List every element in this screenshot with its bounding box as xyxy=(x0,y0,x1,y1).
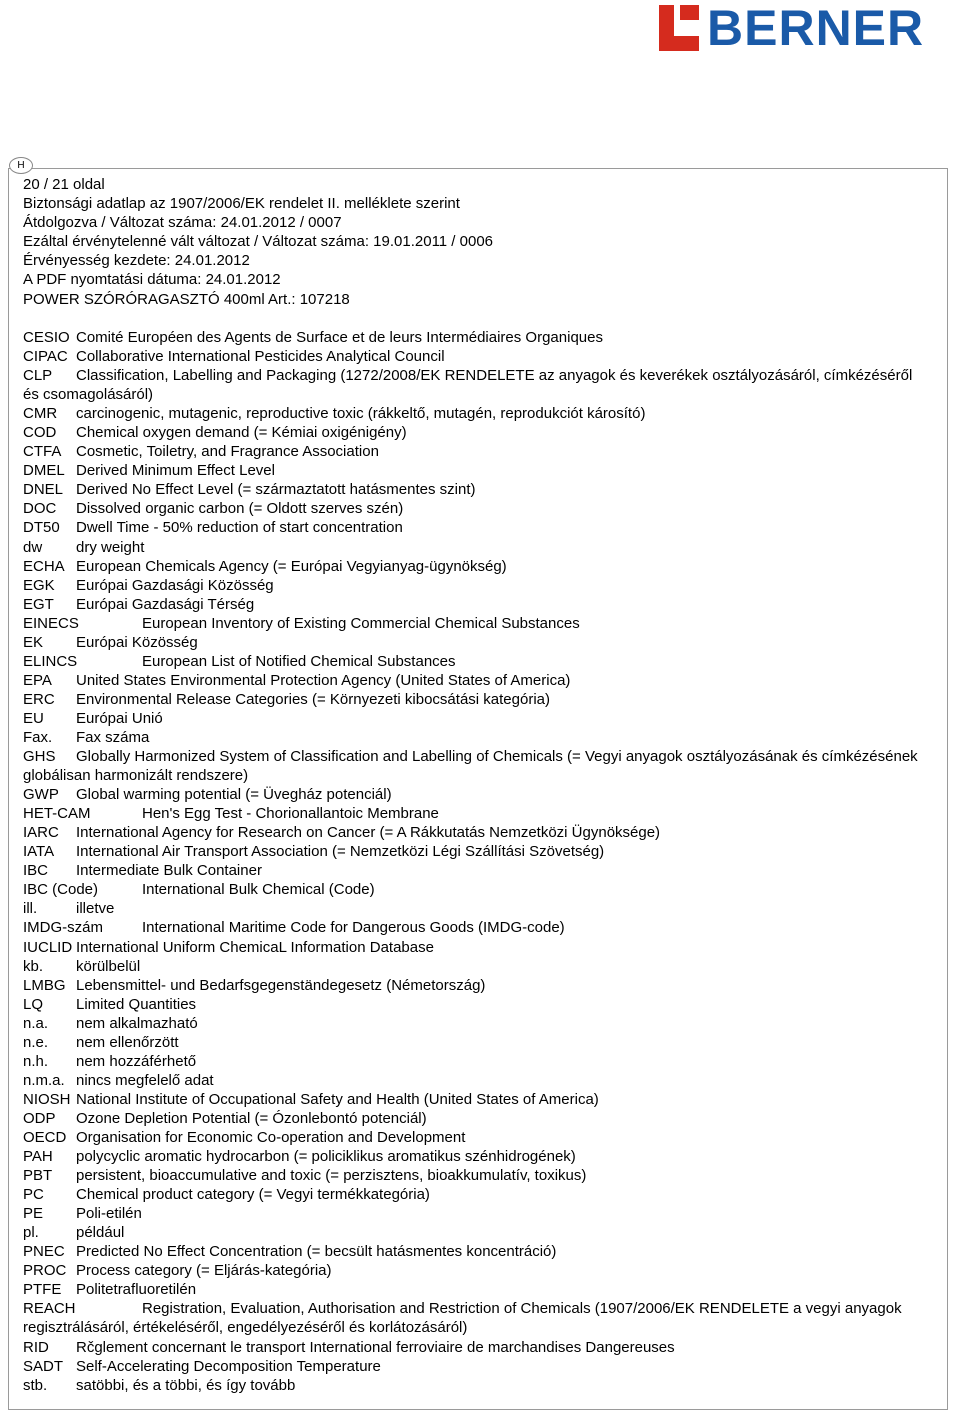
abbreviation-row xyxy=(23,633,923,652)
abbreviation-term: LMBG xyxy=(23,976,66,994)
abbreviation-definition: Európai Közösség xyxy=(76,633,198,651)
abbreviation-definition: Európai Gazdasági Térség xyxy=(76,595,255,613)
abbreviation-row xyxy=(23,690,923,709)
abbreviation-definition: Collaborative International Pesticides Analytical Council xyxy=(76,348,445,366)
abbreviation-definition: Chemical product category (= Vegyi termékkategória) xyxy=(76,1186,430,1204)
abbreviation-definition: illetve xyxy=(76,900,115,918)
abbreviation-term: n.h. xyxy=(23,1052,49,1070)
abbreviation-definition: nem ellenőrzött xyxy=(76,1033,179,1051)
abbreviation-term: PE xyxy=(23,1205,44,1223)
abbreviation-term: RID xyxy=(23,1338,49,1356)
abbreviation-definition: Registration, Evaluation, Authorisation and Restriction of Chemicals (1907/2006/EK RENDELETE a vegyi anyagok regisztrálásáról, értékeléséről, engedélyezéséről és korlátozásáról) xyxy=(23,1300,902,1337)
page-number: 20 / 21 oldal xyxy=(23,176,105,193)
abbreviation-row xyxy=(23,1261,923,1280)
abbreviation-definition: Self-Accelerating Decomposition Temperature xyxy=(76,1357,381,1375)
abbreviation-term: dw xyxy=(23,538,43,556)
abbreviation-term: Fax. xyxy=(23,729,53,746)
abbreviation-row xyxy=(23,652,923,671)
abbreviation-term: PC xyxy=(23,1186,44,1204)
abbreviation-term: NIOSH xyxy=(23,1090,71,1108)
abbreviation-row xyxy=(23,976,923,995)
abbreviation-row xyxy=(23,480,923,499)
abbreviation-definition: nem hozzáférhető xyxy=(76,1052,197,1070)
abbreviation-term: n.a. xyxy=(23,1014,49,1032)
abbreviation-row xyxy=(23,442,923,461)
abbreviation-definition: nem alkalmazható xyxy=(76,1014,198,1032)
abbreviation-term: kb. xyxy=(23,957,44,975)
abbreviation-definition: European Inventory of Existing Commercial Chemical Substances xyxy=(142,614,580,632)
abbreviation-definition: Fax száma xyxy=(76,729,150,746)
berner-logo-text: BERNER xyxy=(707,0,925,56)
abbreviation-definition: Európai Unió xyxy=(76,709,163,727)
abbreviation-definition: Ozone Depletion Potential (= Ózonlebontó potenciál) xyxy=(76,1109,427,1127)
abbreviation-definition: Global warming potential (= Üvegház potenciál) xyxy=(76,786,392,804)
abbreviation-row xyxy=(23,1185,923,1204)
abbreviation-row xyxy=(23,1033,923,1052)
abbreviation-row xyxy=(23,576,923,595)
abbreviation-definition: Dissolved organic carbon (= Oldott szerves szén) xyxy=(76,500,404,518)
pdf-print-date: A PDF nyomtatási dátuma: 24.01.2012 xyxy=(23,271,281,289)
abbreviation-term: ODP xyxy=(23,1109,56,1127)
abbreviation-definition: Derived No Effect Level (= származtatott hatásmentes szint) xyxy=(76,481,476,499)
abbreviation-term: GHS xyxy=(23,748,56,766)
abbreviation-row xyxy=(23,1223,923,1242)
abbreviation-term: CLP xyxy=(23,367,53,385)
abbreviation-row xyxy=(23,938,923,957)
abbreviation-definition: International Air Transport Association (= Nemzetközi Légi Szállítási Szövetség) xyxy=(76,843,605,861)
abbreviation-term: HET-CAM xyxy=(23,805,91,823)
abbreviation-row xyxy=(23,347,923,366)
abbreviation-row xyxy=(23,785,923,804)
abbreviation-term: ELINCS xyxy=(23,652,78,670)
abbreviation-term: n.m.a. xyxy=(23,1071,65,1089)
abbreviation-row xyxy=(23,1204,923,1223)
abbreviation-row xyxy=(23,747,923,785)
abbreviation-row xyxy=(23,1147,923,1166)
abbreviation-row xyxy=(23,1166,923,1185)
abbreviation-definition: European List of Notified Chemical Substances xyxy=(142,652,456,670)
abbreviation-term: PROC xyxy=(23,1262,67,1280)
abbreviation-definition: National Institute of Occupational Safety and Health (United States of America) xyxy=(76,1090,599,1108)
abbreviation-definition: például xyxy=(76,1224,125,1242)
superseded-version: Ezáltal érvénytelenné vált változat / Változat száma: 19.01.2011 / 0006 xyxy=(23,233,494,251)
abbreviation-term: LQ xyxy=(23,995,44,1013)
abbreviation-definition: Environmental Release Categories (= Környezeti kibocsátási kategória) xyxy=(76,690,550,708)
abbreviation-definition: körülbelül xyxy=(76,957,141,975)
abbreviation-definition: persistent, bioaccumulative and toxic (= perzisztens, bioakkumulatív, toxikus) xyxy=(76,1167,587,1185)
abbreviation-row xyxy=(23,1014,923,1033)
abbreviation-term: EINECS xyxy=(23,614,79,632)
abbreviation-term: ECHA xyxy=(23,557,65,575)
abbreviation-row xyxy=(23,1071,923,1090)
abbreviation-row xyxy=(23,728,923,747)
abbreviation-term: IBC xyxy=(23,862,49,880)
abbreviation-definition: International Agency for Research on Cancer (= A Rákkutatás Nemzetközi Ügynöksége) xyxy=(76,824,661,842)
abbreviation-term: OECD xyxy=(23,1129,67,1146)
abbreviation-definition: United States Environmental Protection Agency (United States of America) xyxy=(76,671,571,689)
abbreviation-term: EGK xyxy=(23,576,55,594)
abbreviation-term: IATA xyxy=(23,843,55,861)
abbreviation-row xyxy=(23,861,923,880)
abbreviation-row xyxy=(23,880,923,899)
abbreviation-definition: Comité Européen des Agents de Surface et de leurs Intermédiaires Organiques xyxy=(76,329,603,346)
abbreviation-row xyxy=(23,423,923,442)
abbreviation-term: CIPAC xyxy=(23,348,68,366)
abbreviation-row xyxy=(23,1052,923,1071)
abbreviation-definition: dry weight xyxy=(76,538,145,556)
abbreviation-term: CESIO xyxy=(23,329,70,346)
abbreviation-row xyxy=(23,538,923,557)
abbreviation-definition: Classification, Labelling and Packaging (1272/2008/EK RENDELETE az anyagok és keverékek osztályozásáról, címkézéséről és csomagolásáról) xyxy=(23,367,913,404)
abbreviation-term: GWP xyxy=(23,786,59,804)
abbreviation-row xyxy=(23,1090,923,1109)
abbreviation-definition: Cosmetic, Toiletry, and Fragrance Association xyxy=(76,443,379,461)
abbreviation-term: PTFE xyxy=(23,1281,62,1299)
abbreviation-term: DNEL xyxy=(23,481,64,499)
abbreviation-term: ill. xyxy=(23,900,38,918)
abbreviation-term: ERC xyxy=(23,690,55,708)
abbreviation-term: IMDG-szám xyxy=(23,919,103,937)
abbreviation-row xyxy=(23,823,923,842)
abbreviation-row xyxy=(23,366,923,404)
valid-from: Érvényesség kezdete: 24.01.2012 xyxy=(23,252,250,270)
abbreviation-row xyxy=(23,614,923,633)
abbreviation-definition: International Uniform ChemicaL Information Database xyxy=(76,938,434,956)
abbreviation-term: PBT xyxy=(23,1167,53,1185)
abbreviation-row xyxy=(23,842,923,861)
abbreviation-term: EU xyxy=(23,709,44,727)
product-name: POWER SZÓRÓRAGASZTÓ 400ml Art.: 107218 xyxy=(23,290,350,308)
abbreviation-definition: Dwell Time - 50% reduction of start concentration xyxy=(76,519,403,537)
abbreviation-definition: Predicted No Effect Concentration (= becsült hatásmentes koncentráció) xyxy=(76,1243,557,1261)
abbreviation-definition: Lebensmittel- und Bedarfsgegenständegesetz (Németország) xyxy=(76,976,486,994)
berner-logo-mark xyxy=(659,5,699,51)
abbreviation-row xyxy=(23,1280,923,1299)
abbreviation-term: DT50 xyxy=(23,519,60,537)
abbreviation-row xyxy=(23,1242,923,1261)
revision: Átdolgozva / Változat száma: 24.01.2012 / 0007 xyxy=(23,214,342,232)
abbreviation-term: pl. xyxy=(23,1224,39,1242)
abbreviation-term: PNEC xyxy=(23,1243,65,1261)
abbreviation-definition: Derived Minimum Effect Level xyxy=(76,462,275,480)
abbreviation-term: SADT xyxy=(23,1357,64,1375)
abbreviation-row xyxy=(23,918,923,937)
abbreviation-definition: International Bulk Chemical (Code) xyxy=(142,881,375,899)
abbreviation-term: IUCLID xyxy=(23,938,73,956)
abbreviation-definition: nincs megfelelő adat xyxy=(76,1071,214,1089)
abbreviation-definition: Organisation for Economic Co-operation and Development xyxy=(76,1129,466,1146)
abbreviation-row xyxy=(23,1338,923,1357)
abbreviation-definition: polycyclic aromatic hydrocarbon (= policiklikus aromatikus szénhidrogének) xyxy=(76,1148,576,1166)
abbreviation-row xyxy=(23,709,923,728)
abbreviation-definition: European Chemicals Agency (= Európai Vegyianyag-ügynökség) xyxy=(76,557,507,575)
abbreviation-definition: Hen's Egg Test - Chorionallantoic Membrane xyxy=(142,805,439,823)
abbreviation-row xyxy=(23,499,923,518)
abbreviation-definition: Intermediate Bulk Container xyxy=(76,862,262,880)
abbreviation-row xyxy=(23,671,923,690)
abbreviation-definition: Process category (= Eljárás-kategória) xyxy=(76,1262,332,1280)
berner-logo xyxy=(659,0,925,56)
abbreviation-row xyxy=(23,957,923,976)
abbreviation-term: EGT xyxy=(23,595,54,613)
abbreviation-definition: Chemical oxygen demand (= Kémiai oxigénigény) xyxy=(76,424,407,442)
abbreviation-term: PAH xyxy=(23,1148,53,1166)
abbreviation-row xyxy=(23,595,923,614)
abbreviation-definition: International Maritime Code for Dangerous Goods (IMDG-code) xyxy=(142,919,565,937)
abbreviation-term: EK xyxy=(23,633,44,651)
abbreviation-row xyxy=(23,557,923,576)
abbreviation-row xyxy=(23,461,923,480)
abbreviation-row xyxy=(23,518,923,537)
abbreviation-row xyxy=(23,1128,923,1147)
abbreviation-definition: Poli-etilén xyxy=(76,1205,142,1223)
abbreviation-row xyxy=(23,1109,923,1128)
abbreviation-row xyxy=(23,1299,923,1337)
abbreviation-row xyxy=(23,995,923,1014)
abbreviation-term: EPA xyxy=(23,671,52,689)
abbreviation-term: CTFA xyxy=(23,443,62,461)
abbreviation-row xyxy=(23,1357,923,1376)
abbreviation-term: stb. xyxy=(23,1376,48,1394)
abbreviation-row xyxy=(23,899,923,918)
abbreviation-row xyxy=(23,404,923,423)
abbreviation-definition: Politetrafluoretilén xyxy=(76,1281,197,1299)
sds-regulation: Biztonsági adatlap az 1907/2006/EK rendelet II. melléklete szerint xyxy=(23,195,460,213)
abbreviation-definition: Limited Quantities xyxy=(76,995,197,1013)
abbreviation-definition: carcinogenic, mutagenic, reproductive toxic (rákkeltő, mutagén, reprodukciót károsító) xyxy=(76,405,646,423)
abbreviation-definition: Rčglement concernant le transport International ferroviaire de marchandises Dangereuses xyxy=(76,1338,675,1356)
abbreviation-list xyxy=(23,328,923,1395)
abbreviation-term: DMEL xyxy=(23,462,65,480)
document-header xyxy=(23,175,493,309)
abbreviation-definition: Globally Harmonized System of Classification and Labelling of Chemicals (= Vegyi anyagok osztályozásának és címkézésének globálisan harmonizált rendszere) xyxy=(23,748,918,785)
language-badge: H xyxy=(9,157,33,174)
abbreviation-term: REACH xyxy=(23,1300,76,1318)
abbreviation-term: IBC (Code) xyxy=(23,881,99,899)
abbreviation-definition: Európai Gazdasági Közösség xyxy=(76,576,274,594)
abbreviation-definition: satöbbi, és a többi, és így tovább xyxy=(76,1376,296,1394)
abbreviation-term: COD xyxy=(23,424,57,442)
abbreviation-row xyxy=(23,1376,923,1395)
abbreviation-row xyxy=(23,328,923,347)
abbreviation-term: IARC xyxy=(23,824,59,842)
abbreviation-term: CMR xyxy=(23,405,58,423)
abbreviation-term: DOC xyxy=(23,500,57,518)
abbreviation-row xyxy=(23,804,923,823)
abbreviation-term: n.e. xyxy=(23,1033,49,1051)
